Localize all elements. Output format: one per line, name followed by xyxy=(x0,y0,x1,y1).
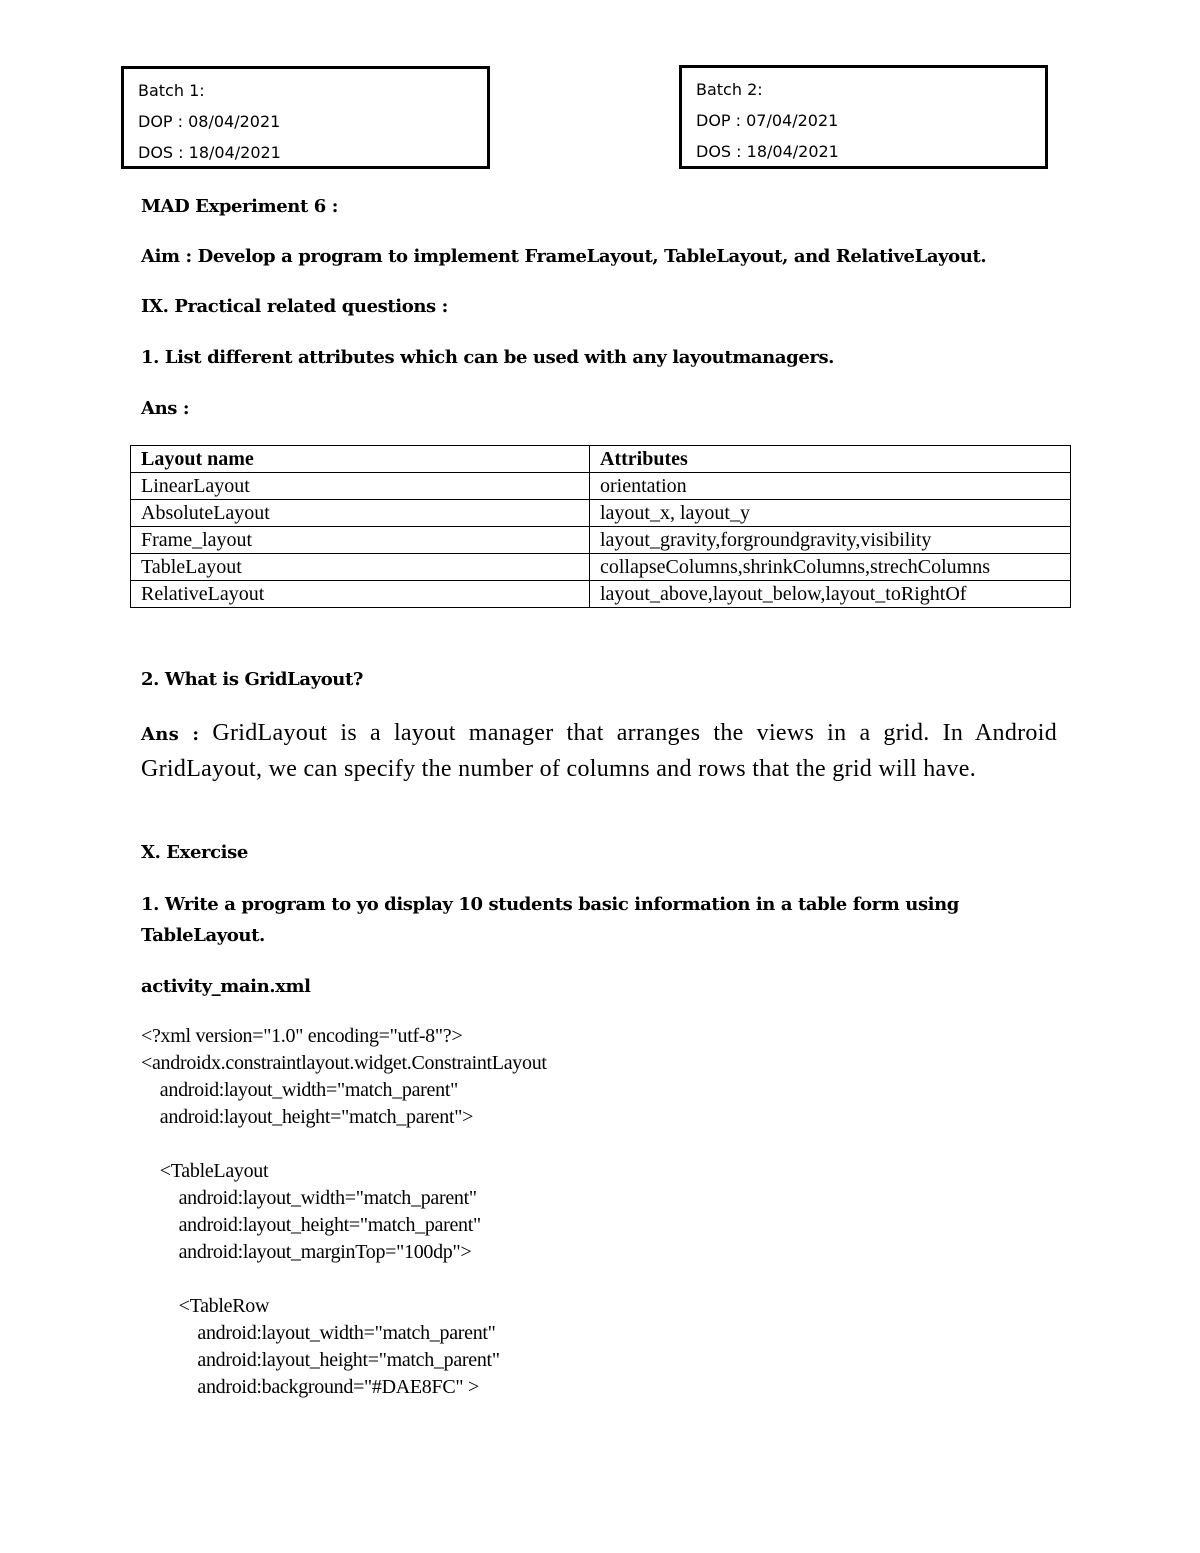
batch-1-title: Batch 1: xyxy=(138,81,205,100)
cell-layout: AbsoluteLayout xyxy=(131,500,590,527)
header-attributes: Attributes xyxy=(590,446,1071,473)
file-name: activity_main.xml xyxy=(141,976,311,997)
table-row xyxy=(131,500,1071,527)
table-row xyxy=(131,473,1071,500)
batch-2-dop: DOP : 07/04/2021 xyxy=(696,111,839,130)
batch-2-dos: DOS : 18/04/2021 xyxy=(696,142,839,161)
cell-attributes: layout_x, layout_y xyxy=(590,500,1071,527)
section-ix-heading: IX. Practical related questions : xyxy=(141,296,448,317)
header-layout-name: Layout name xyxy=(131,446,590,473)
exercise-question-1-cont: TableLayout. xyxy=(141,925,265,946)
question-1: 1. List different attributes which can be used with any layoutmanagers. xyxy=(141,347,835,368)
cell-attributes: layout_gravity,forgroundgravity,visibility xyxy=(590,527,1071,554)
layout-attributes-table xyxy=(130,445,1071,608)
batch-2-box xyxy=(679,65,1048,169)
batch-2-title: Batch 2: xyxy=(696,80,763,99)
aim-text: Aim : Develop a program to implement FrameLayout, TableLayout, and RelativeLayout. xyxy=(141,246,987,267)
cell-layout: TableLayout xyxy=(131,554,590,581)
cell-attributes: layout_above,layout_below,layout_toRightOf xyxy=(590,581,1071,608)
batch-1-box xyxy=(121,66,490,169)
question-2-answer-label: Ans : xyxy=(141,724,200,745)
cell-attributes: collapseColumns,shrinkColumns,strechColumns xyxy=(590,554,1071,581)
batch-1-dos: DOS : 18/04/2021 xyxy=(138,143,281,162)
cell-layout: RelativeLayout xyxy=(131,581,590,608)
exercise-question-1: 1. Write a program to yo display 10 students basic information in a table form using xyxy=(141,894,959,915)
table-header-row xyxy=(131,446,1071,473)
question-2-answer xyxy=(141,716,1057,787)
batch-1-dop: DOP : 08/04/2021 xyxy=(138,112,281,131)
section-x-heading: X. Exercise xyxy=(141,842,248,863)
code-block: <?xml version="1.0" encoding="utf-8"?> <androidx.constraintlayout.widget.ConstraintLayout android:layout_width="match_parent" android:layout_height="match_parent"> <TableLayout android:layout_width="match_parent" android:layout_height="match_parent" android:layout_marginTop="100dp"> <TableRow android:layout_width="match_parent" android:layout_height="match_parent" android:background="#DAE8FC" > xyxy=(141,1025,547,1398)
answer-label: Ans : xyxy=(141,398,190,419)
question-2: 2. What is GridLayout? xyxy=(141,669,364,690)
page-title: MAD Experiment 6 : xyxy=(141,196,338,217)
cell-attributes: orientation xyxy=(590,473,1071,500)
cell-layout: Frame_layout xyxy=(131,527,590,554)
table-row xyxy=(131,527,1071,554)
question-2-answer-text: GridLayout is a layout manager that arranges the views in a grid. In Android GridLayout, we can specify the number of columns and rows that the grid will have. xyxy=(141,720,1057,782)
table-row xyxy=(131,581,1071,608)
table-row xyxy=(131,554,1071,581)
cell-layout: LinearLayout xyxy=(131,473,590,500)
